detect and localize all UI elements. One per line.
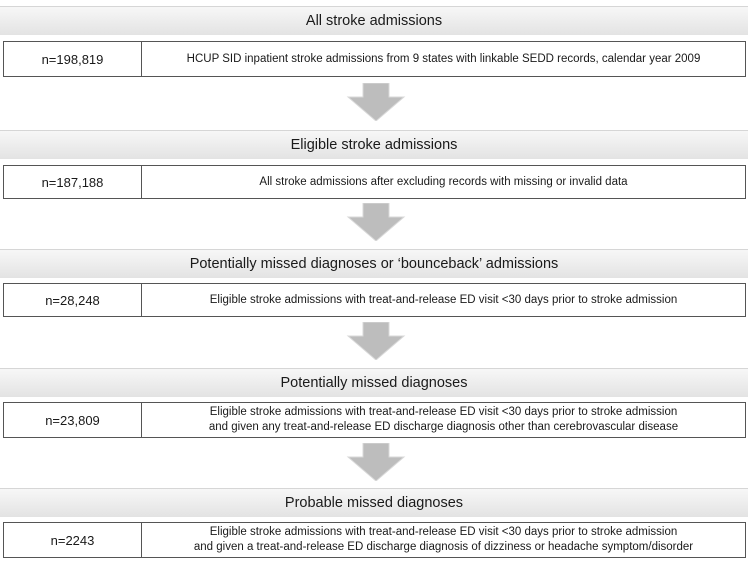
stage-title: Eligible stroke admissions (0, 130, 748, 159)
stage-description: Eligible stroke admissions with treat-and-release ED visit <30 days prior to stroke admission and given any treat-and-release ED discharge diagnosis other than cerebrovascular disease (208, 406, 679, 433)
stage-title: Probable missed diagnoses (0, 488, 748, 517)
stage-count: n=23,809 (4, 403, 142, 437)
stage-description: Eligible stroke admissions with treat-and-release ED visit <30 days prior to stroke admission (209, 293, 678, 306)
stage-description: HCUP SID inpatient stroke admissions from 9 states with linkable SEDD records, calendar year 2009 (186, 52, 701, 65)
stage-title: Potentially missed diagnoses or ‘bounceback’ admissions (0, 249, 748, 278)
down-arrow-icon (346, 443, 406, 481)
stage-box (3, 522, 746, 558)
stage-count: n=198,819 (4, 42, 142, 76)
stage-box (3, 402, 746, 438)
stage-description: All stroke admissions after excluding records with missing or invalid data (259, 175, 628, 188)
stage-title: All stroke admissions (0, 6, 748, 35)
stage-count: n=28,248 (4, 284, 142, 316)
stage-title: Potentially missed diagnoses (0, 368, 748, 397)
stage-count: n=187,188 (4, 166, 142, 198)
down-arrow-icon (346, 83, 406, 121)
down-arrow-icon (346, 203, 406, 241)
stage-box (3, 41, 746, 77)
stage-count: n=2243 (4, 523, 142, 557)
stage-description: Eligible stroke admissions with treat-and-release ED visit <30 days prior to stroke admission and given a treat-and-release ED discharge diagnosis of dizziness or headache symptom/disorder (193, 526, 694, 553)
down-arrow-icon (346, 322, 406, 360)
stage-box (3, 165, 746, 199)
stage-box (3, 283, 746, 317)
